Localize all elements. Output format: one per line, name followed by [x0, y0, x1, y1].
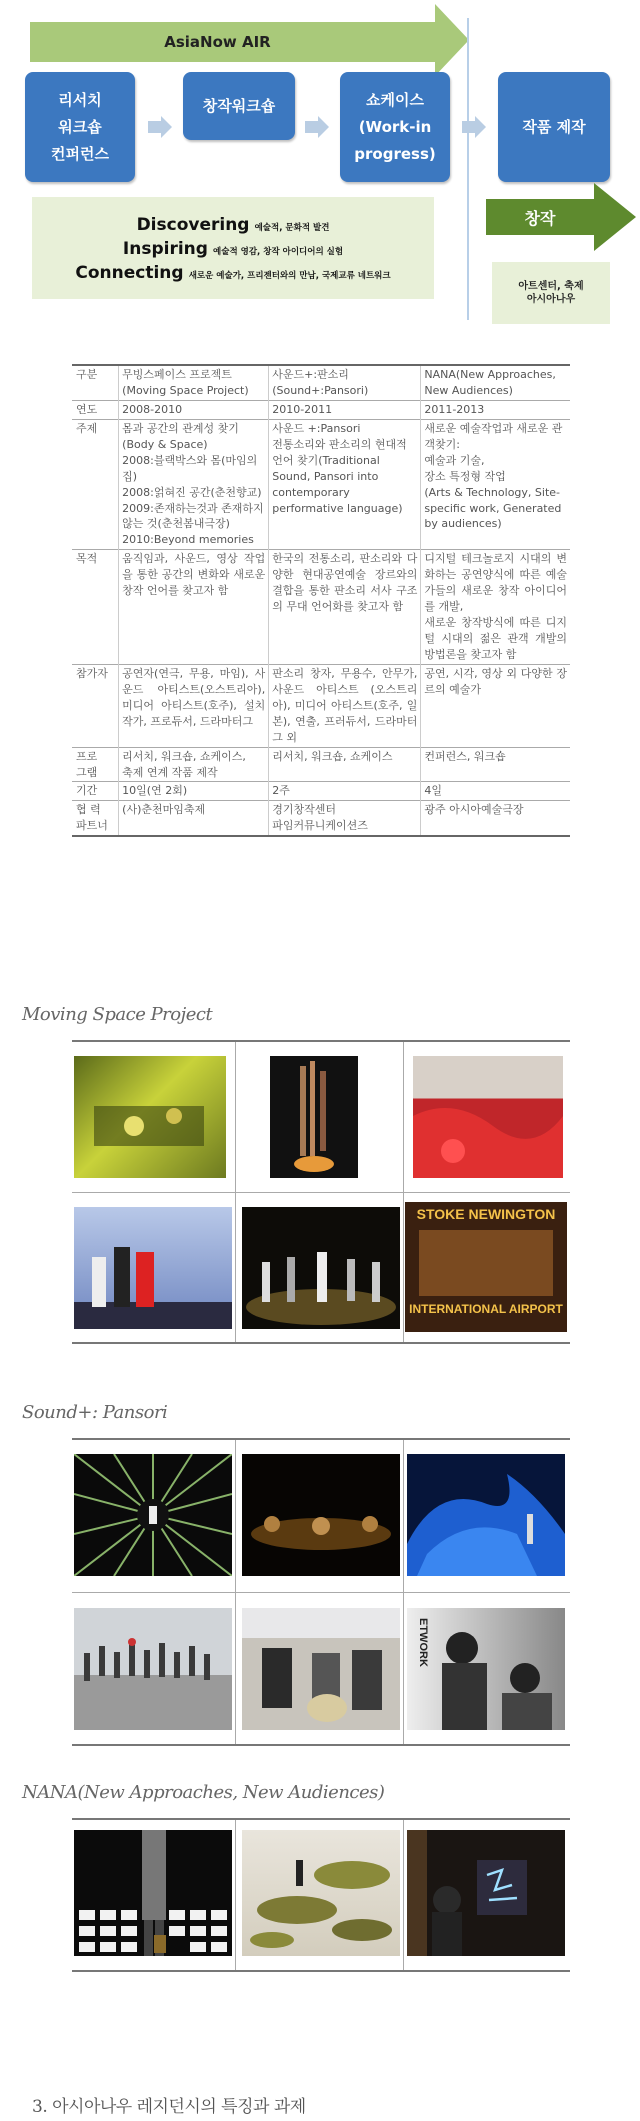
- network-sign-text: ETWORK: [417, 1618, 429, 1667]
- sign-window: [419, 1230, 553, 1296]
- production-label: 작품 제작: [522, 117, 586, 136]
- moving-space-photo-1: [74, 1056, 226, 1178]
- table-cell: 한국의 전통소리, 판소리와 다양한 현대공연예술 장르와의 결합을 통한 판소리 서사 구조의 무대 언어화를 찾고자 함: [269, 550, 421, 665]
- research-line-2: 워크숍: [58, 117, 102, 136]
- moving-space-photo-3: [413, 1056, 563, 1178]
- inspiring-sub: 예술적 영감, 창작 아이디어의 실험: [213, 247, 344, 257]
- discovering-sub: 예술적, 문화적 발견: [254, 223, 330, 233]
- table-cell: 판소리 창자, 무용수, 안무가, 사운드 아티스트 (오스트리아), 미디어 아티스트(호주, 일본), 연출, 프러듀서, 드라마터그 외: [269, 664, 421, 747]
- showcase-box: [340, 72, 450, 182]
- table-row: [72, 801, 570, 836]
- table-cell: 리서치, 워크숍, 쇼케이스: [269, 747, 421, 782]
- table-cell: 리서치, 워크숍, 쇼케이스, 축제 연계 작품 제작: [119, 747, 269, 782]
- table-header-row: [72, 365, 570, 400]
- table-cell: 공연, 시각, 영상 외 다양한 장르의 예술가: [421, 664, 570, 747]
- nana-photo-1: [74, 1830, 232, 1956]
- table-cell: 10일(연 2회): [119, 782, 269, 801]
- row-label: 목적: [72, 550, 119, 665]
- table-row: [72, 419, 570, 550]
- sound-pansori-photo-2: [242, 1454, 400, 1576]
- row-label: 기간: [72, 782, 119, 801]
- nana-photo-2: [242, 1830, 400, 1956]
- table-row: [72, 747, 570, 782]
- table-cell: 2010-2011: [269, 400, 421, 419]
- discovering-word: Discovering: [136, 215, 250, 235]
- research-box: [25, 72, 135, 182]
- header-label: 구분: [72, 365, 119, 400]
- moving-space-photo-5: [242, 1207, 400, 1329]
- grid-divider: [72, 1192, 570, 1193]
- showcase-line-2: (Work-in: [358, 117, 432, 136]
- nana-photo-3: [407, 1830, 565, 1956]
- table-cell: (사)춘천마임축제: [119, 801, 269, 836]
- table-cell: 경기창작센터 파임커뮤니케이션즈: [269, 801, 421, 836]
- table-cell: 사운드 +:Pansori 전통소리와 판소리의 현대적 언어 찾기(Traditional Sound, Pansori into contemporary performative language): [269, 419, 421, 550]
- tagline-panel: [32, 197, 434, 299]
- sound-pansori-photo-5: [242, 1608, 400, 1730]
- project-comparison-table: [72, 364, 570, 837]
- connecting-sub: 새로운 예술가, 프리젠터와의 만남, 국제교류 네트워크: [188, 271, 391, 281]
- sound-pansori-photo-3: [407, 1454, 565, 1576]
- header-sound-pansori: 사운드+:판소리 (Sound+:Pansori): [269, 365, 421, 400]
- research-line-1: 리서치: [58, 90, 102, 109]
- grid-divider: [235, 1820, 236, 1970]
- moving-space-photo-2: [270, 1056, 358, 1178]
- table-cell: 컨퍼런스, 워크숍: [421, 747, 570, 782]
- discovering-row: [32, 215, 434, 235]
- research-line-3: 컨퍼런스: [51, 144, 109, 163]
- center-note-line-2: 아시아나우: [526, 294, 576, 305]
- arrow-right-icon: [305, 116, 329, 138]
- moving-space-title: Moving Space Project: [22, 1004, 213, 1025]
- moving-space-photo-6: [405, 1202, 567, 1332]
- table-cell: 새로운 예술작업과 새로운 관객찾기: 예술과 기술, 장소 특정형 작업 (Arts & Technology, Site-specific work, Generated by audiences): [421, 419, 570, 550]
- grid-divider: [403, 1820, 404, 1970]
- sign-top-text: STOKE NEWINGTON: [416, 1206, 556, 1222]
- table-cell: 몸과 공간의 관계성 찾기 (Body & Space) 2008:블랙박스와 몸(마임의집) 2008:얽혀진 공간(춘천향교) 2009:존재하는것과 존재하지 않는 것(춘천봄내극장) 2010:Beyond memories: [119, 419, 269, 550]
- table-cell: 4일: [421, 782, 570, 801]
- table-row: [72, 400, 570, 419]
- nana-title: NANA(New Approaches, New Audiences): [22, 1782, 385, 1803]
- production-box: [498, 72, 610, 182]
- creation-arrow: [486, 183, 636, 251]
- divider-line: [467, 18, 469, 320]
- table-row: [72, 782, 570, 801]
- center-note-line-1: 아트센터, 축제: [518, 281, 584, 292]
- moving-space-gallery: [72, 1040, 570, 1344]
- table-cell: 광주 아시아예술극장: [421, 801, 570, 836]
- workshop-label: 창작워크숍: [202, 96, 276, 115]
- table-row: [72, 550, 570, 665]
- sound-pansori-title: Sound+: Pansori: [22, 1402, 168, 1423]
- section-heading: 3. 아시아나우 레지던시의 특징과 과제: [32, 2097, 306, 2117]
- header-nana: NANA(New Approaches, New Audiences): [421, 365, 570, 400]
- table-cell: 2011-2013: [421, 400, 570, 419]
- sound-pansori-photo-4: [74, 1608, 232, 1730]
- moving-space-photo-4: [74, 1207, 232, 1329]
- nana-gallery: [72, 1818, 570, 1972]
- showcase-line-1: 쇼케이스: [366, 90, 424, 109]
- connecting-word: Connecting: [75, 263, 184, 283]
- sound-pansori-photo-1: [74, 1454, 232, 1576]
- row-label: 프로 그램: [72, 747, 119, 782]
- showcase-line-3: progress): [354, 144, 436, 163]
- table-cell: 2주: [269, 782, 421, 801]
- grid-divider: [72, 1592, 570, 1593]
- table-cell: 2008-2010: [119, 400, 269, 419]
- arrow-right-icon: [148, 116, 172, 138]
- banner-label: AsiaNow AIR: [164, 33, 271, 51]
- center-note: [492, 262, 610, 324]
- table-cell: 공연자(연극, 무용, 마임), 사운드 아티스트(오스트리아), 미디어 아티스트(호주), 설치작가, 프로듀서, 드라마터그: [119, 664, 269, 747]
- table-row: [72, 664, 570, 747]
- row-label: 주제: [72, 419, 119, 550]
- inspiring-row: [32, 239, 434, 259]
- asianow-air-banner: [30, 22, 435, 62]
- sign-bottom-text: INTERNATIONAL AIRPORT: [409, 1302, 563, 1316]
- workshop-box: [183, 72, 295, 140]
- header-moving-space: 무빙스페이스 프로젝트 (Moving Space Project): [119, 365, 269, 400]
- row-label: 협 력 파트너: [72, 801, 119, 836]
- creation-label: 창작: [524, 208, 556, 228]
- row-label: 연도: [72, 400, 119, 419]
- connecting-row: [32, 263, 434, 283]
- table-cell: 움직임과, 사운드, 영상 작업을 통한 공간의 변화와 새로운 창작 언어를 찾고자 함: [119, 550, 269, 665]
- inspiring-word: Inspiring: [122, 239, 208, 259]
- sound-pansori-gallery: [72, 1438, 570, 1746]
- row-label: 참가자: [72, 664, 119, 747]
- table-cell: 디지털 테크놀로지 시대의 변화하는 공연양식에 따른 예술가들의 새로운 창작 아이디어를 개발, 새로운 창작방식에 따른 디지털 시대의 젊은 관객 개발의 방법론을 찾고자 함: [421, 550, 570, 665]
- arrow-right-icon: [462, 116, 486, 138]
- banner-arrow-tip: [435, 4, 469, 76]
- sound-pansori-photo-6: [407, 1608, 565, 1730]
